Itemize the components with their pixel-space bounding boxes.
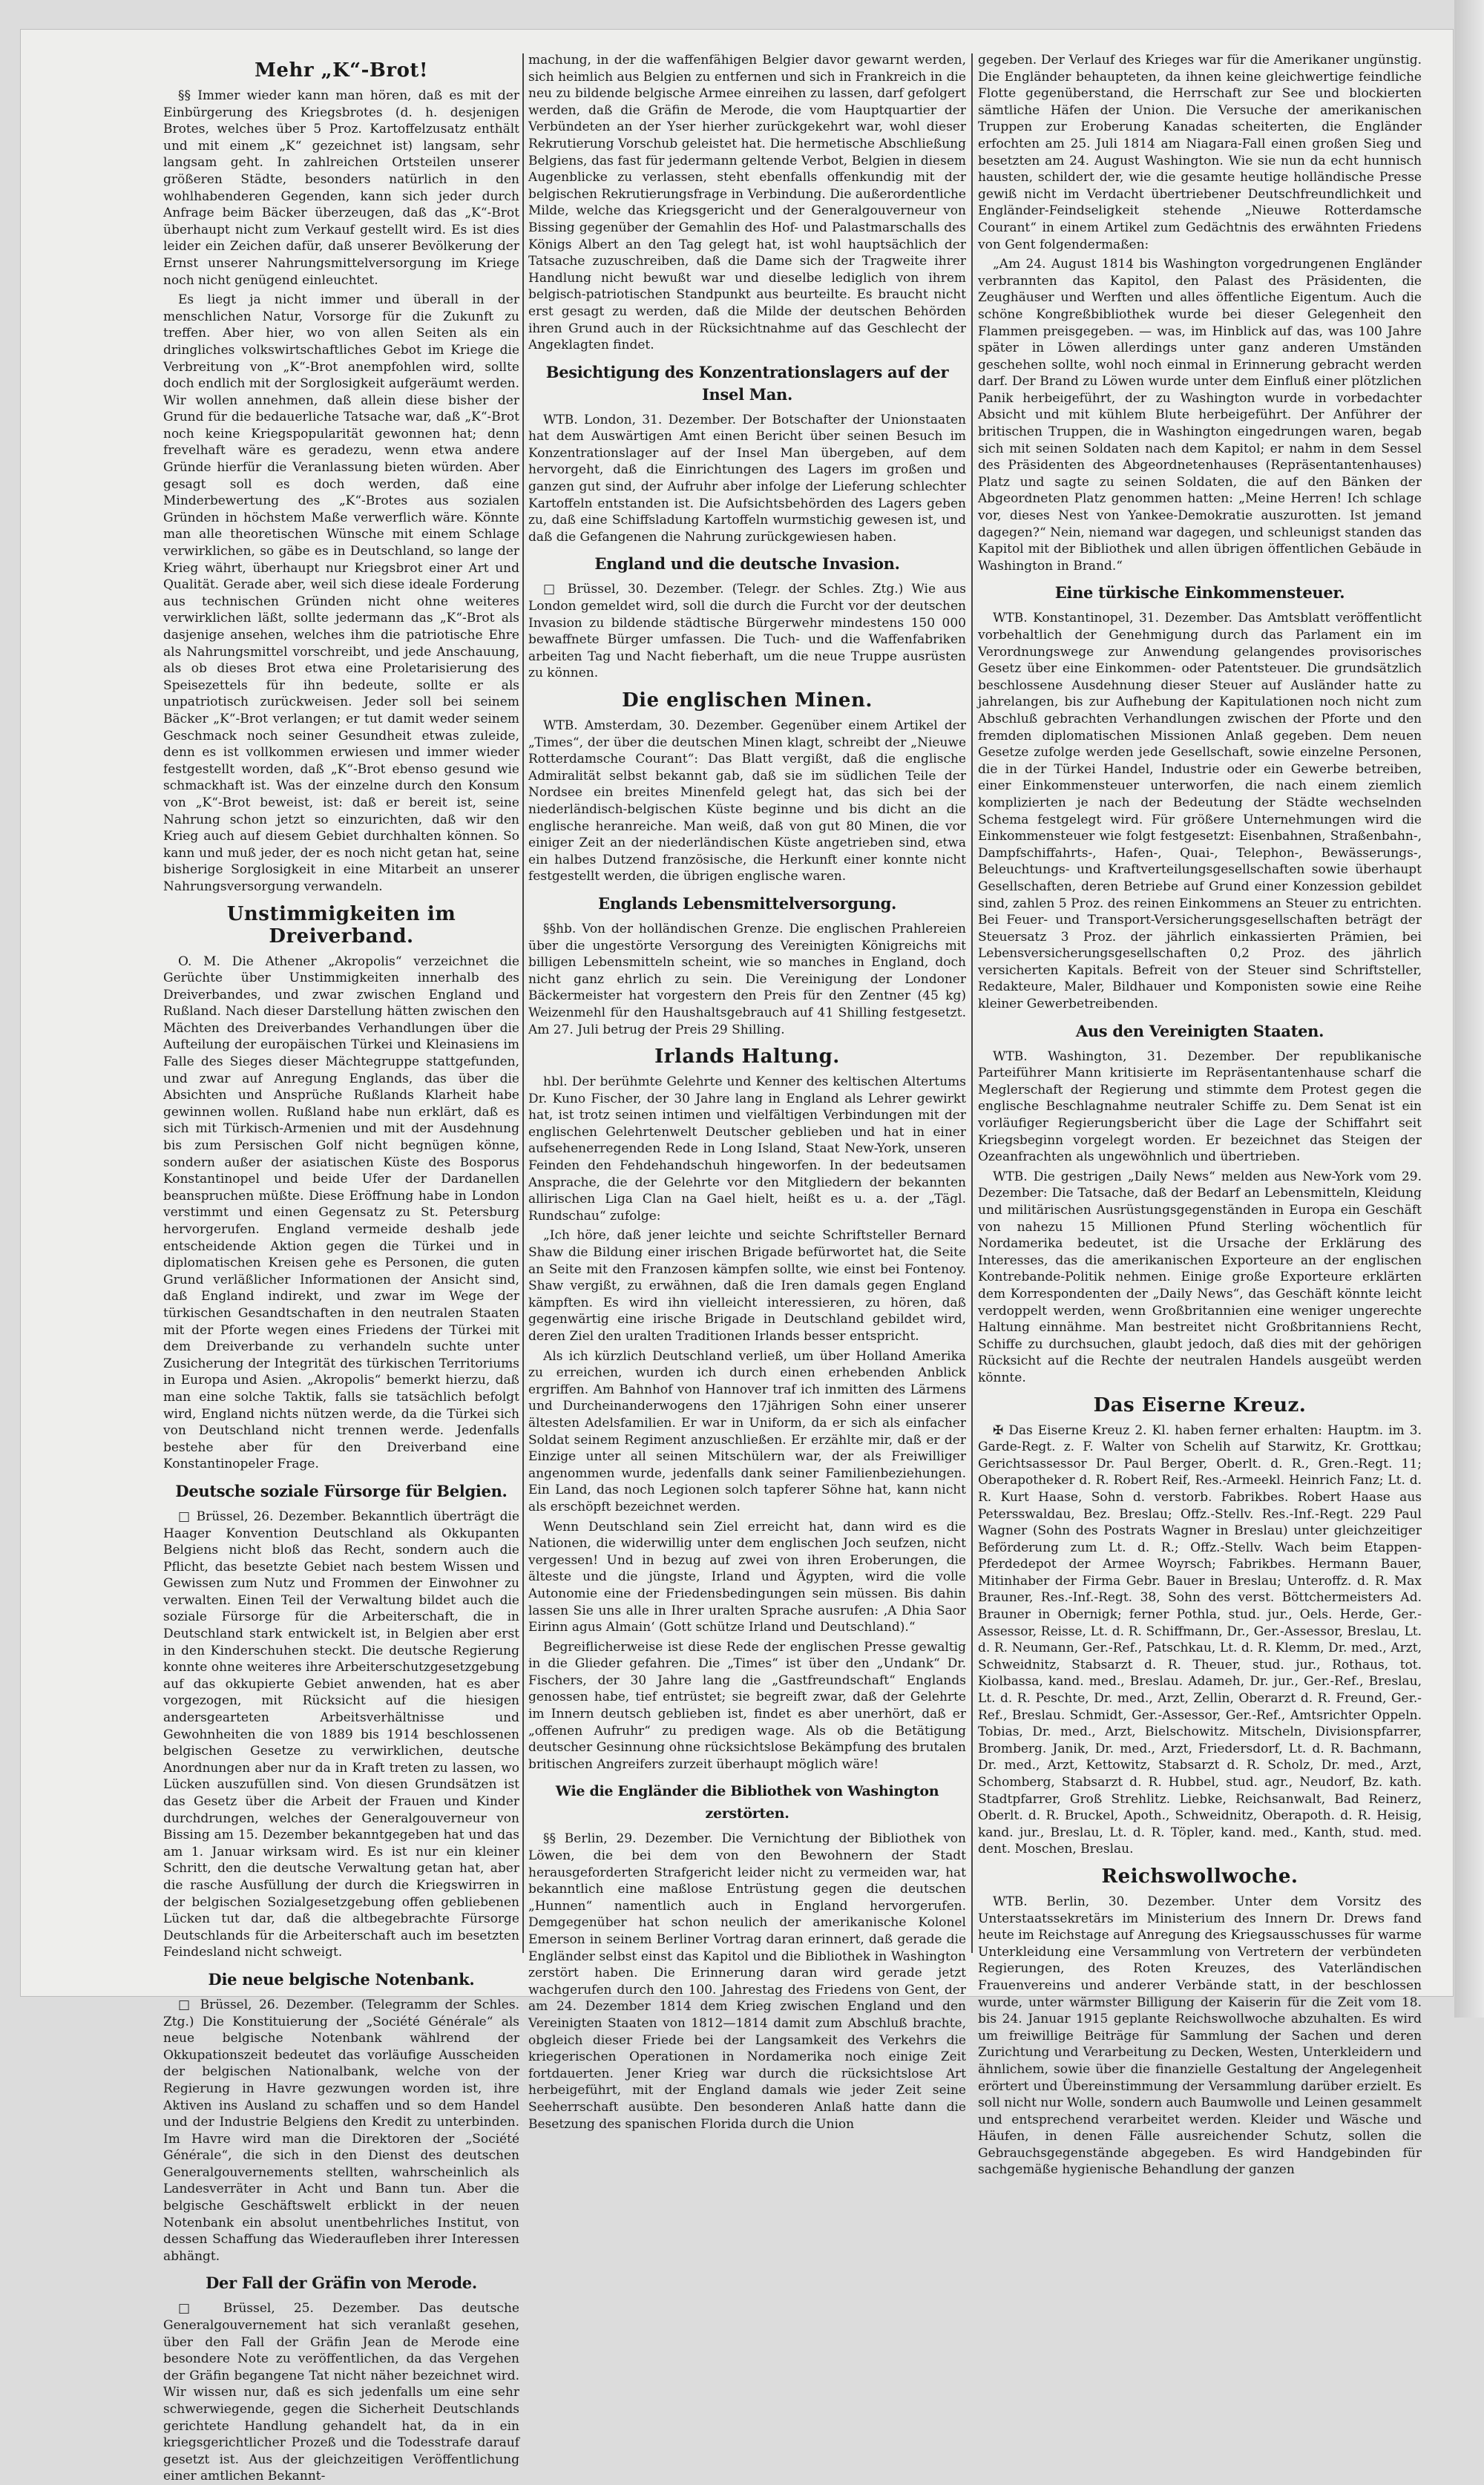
column-1 — [163, 52, 519, 2484]
article-headline-lebensmittel: Englands Lebensmittelversorgung. — [598, 893, 896, 913]
article-paragraph: □ Brüssel, 25. Dezember. Das deutsche Generalgouvernement hat sich veranlaßt gesehen, über den Fall der Gräfin Jean de Merode eine besondere Note zu veröffentlichen, da das Vergehen der Gräfin begangene Tat nicht näher bezeichnet wird. Wir wissen nur, daß es sich jedenfalls um eine sehr schwerwiegende, gegen die Sicherheit Deutschlands gerichtete Handlung gehandelt hat, da in ein kriegsgerichtlicher Prozeß und die Todesstrafe darauf gesetzt ist. Aus der gleichzeitigen Veröffentlichung einer amtlichen Bekannt- — [163, 2301, 519, 2484]
article-continuation: machung, in der die waffenfähigen Belgier davor gewarnt werden, sich heimlich aus Belgien zu entfernen und sich in Frankreich in die neu zu bildende belgische Armee einreihen zu lassen, darf gefolgert werden, daß die Gräfin de Merode, die vom Hauptquartier der Verbündeten an der Yser hierher zurückgekehrt war, wohl dieser Rekrutierung Vorschub geleistet hat. Die hermetische Abschließung Belgiens, das fast für jedermann geltende Verbot, Belgien in diesem Augenblicke zu verlassen, steht ebenfalls offenkundig mit der belgischen Rekrutierungsfrage in Verbindung. Die außerordentliche Milde, welche das Kriegsgericht und der Generalgouverneur von Bissing gegenüber der Gemahlin des Hof- und Palastmarschalls des Königs Albert an den Tag gelegt hat, ist wohl hauptsächlich der Tatsache zuzuschreiben, daß die Dame sich der Tragweite ihrer Handlung nicht bewußt war und dieselbe lediglich von ihrem belgisch-patriotischen Standpunkt aus beurteilte. Es braucht nicht erst gesagt zu werden, daß die Milde der deutschen Behörden ihren Grund auch in der Rücksichtnahme auf das Geschlecht der Angeklagten findet. — [528, 53, 966, 353]
article-paragraph: Begreiflicherweise ist diese Rede der englischen Presse gewaltig in die Glieder gefahren. Die „Times“ ist über den „Undank“ Dr. Fischers, der 30 Jahre lang die „Gastfreundschaft“ Englands genossen habe, tief entrüstet; sie begreift zwar, daß der Gelehrte im Innern deutsch geblieben ist, findet es aber unerhört, daß er „offenen Aufruhr“ zu predigen wage. Als ob die Betätigung deutscher Gesinnung ohne rücksichtslose Bekämpfung des brutalen britischen Angreifers zurzeit überhaupt möglich wäre! — [528, 1639, 966, 1772]
article-paragraph: □ Brüssel, 26. Dezember. Bekanntlich überträgt die Haager Konvention Deutschland als Okkupanten Belgiens nicht bloß das Recht, sondern auch die Pflicht, das besetzte Gebiet nach bestem Wissen und Gewissen zum Nutz und Frommen der Einwohner zu verwalten. Einen Teil der Verwaltung bildet auch die soziale Fürsorge für die Arbeiterschaft, die in Deutschland stark entwickelt ist, in Belgien aber erst in den Kinderschuhen steckt. Die deutsche Regierung konnte ohne weiteres ihre Arbeiterschutzgesetzgebung auf das okkupierte Gebiet anwenden, hat es aber vorgezogen, mit Rücksicht auf die hiesigen andersgearteten Arbeitsverhältnisse und Gewohnheiten die von 1889 bis 1914 beschlossenen belgischen Gesetze zu verwirklichen, deutsche Anordnungen aber nur da in Kraft treten zu lassen, wo Lücken auszufüllen sind. Von diesen Grundsätzen ist das Gesetz über die Arbeit der Frauen und Kinder durchdrungen, welches der Generalgouverneur von Bissing am 15. Dezember bekanntgegeben hat und das am 1. Januar wirksam wird. Es ist nur ein kleiner Schritt, den die deutsche Verwaltung getan hat, aber die rasche Ausfüllung der durch die Kriegswirren in der belgischen Sozialgesetzgebung offen gebliebenen Lücken tut dar, daß die altbegebrachte Fürsorge Deutschlands für die Arbeiterschaft auch im besetzten Feindesland nicht schweigt. — [163, 1509, 519, 1960]
article-paragraph: §§ Immer wieder kann man hören, daß es mit der Einbürgerung des Kriegsbrotes (d. h. desjenigen Brotes, welches über 5 Proz. Kartoffelzusatz enthält und mit einem „K“ gezeichnet ist) langsam, sehr langsam geht. In zahlreichen Ortsteilen unserer größeren Städte, besonders natürlich in den wohlhabenderen Gegenden, kann sich jeder durch Anfrage beim Bäcker überzeugen, daß das „K“-Brot überhaupt nicht zum Verkauf gestellt wird. Es ist dies leider ein Zeichen dafür, daß unserer Bevölkerung der Ernst unserer Nahrungsmittelversorgung im Kriege noch nicht genügend einleuchtet. — [163, 88, 519, 288]
article-paragraph: „Am 24. August 1814 bis Washington vorgedrungenen Engländer verbrannten das Kapitol, den Palast des Präsidenten, die Zeughäuser und Werften und alles öffentliche Eigentum. Auch die schöne Kongreßbibliothek wurde bei dieser Gelegenheit den Flammen preisgegeben. — was, im Hinblick auf das, was 100 Jahre später in Löwen allerdings unter ganz anderen Umständen geschehen sollte, wohl noch einmal in Erinnerung gebracht werden darf. Der Brand zu Löwen wurde unter dem Einfluß einer plötzlichen Panik herbeigeführt, der zu Washington wurde in vorbedachter Absicht und mit kühlem Blute herbeigeführt. Der Anführer der britischen Truppen, die in Washington eingedrungen waren, begab sich mit seinen Soldaten nach dem Kapitol; er nahm in dem Sessel des Präsidenten des Abgeordnetenhauses (Repräsentantenhauses) Platz und sagte zu seinen Soldaten, die auf den Bänken der Abgeordneten Platz genommen hatten: „Meine Herren! Ich schlage vor, dieses Nest von Yankee-Demokratie auszurotten. Ist jemand dagegen?“ Nein, niemand war dagegen, und schleunigst standen das Kapitol mit der Bibliothek und allen übrigen öffentlichen Gebäude in Washington in Brand.“ — [978, 257, 1422, 574]
column-3 — [978, 52, 1422, 2178]
article-paragraph: WTB. London, 31. Dezember. Der Botschafter der Unionstaaten hat dem Auswärtigen Amt einen Bericht über seinen Besuch im Konzentrationslager auf der Insel Man übergeben, auf dem hervorgeht, daß die Einrichtungen des Lagers im großen und ganzen gut sind, der Aufruhr aber infolge der Lieferung schlechter Kartoffeln entstanden ist. Die Aufsichtsbehörden des Lagers geben zu, daß eine Schiffsladung Kartoffeln wurmstichig gewesen ist, und daß die Gefangenen die Nahrung zurückgewiesen haben. — [528, 412, 966, 545]
article-headline-k-brot: Mehr „K“-Brot! — [255, 59, 428, 82]
article-headline-notenbank: Die neue belgische Notenbank. — [208, 1969, 475, 1989]
article-paragraph: WTB. Amsterdam, 30. Dezember. Gegenüber einem Artikel der „Times“, der über die deutschen Minen klagt, schreibt der „Nieuwe Rotterdamsche Courant“: Das Blatt vergißt, daß die englische Admiralität selbst bekannt gab, daß sie im südlichen Teile der Nordsee ein breites Minenfeld gelegt hat, das sich bei der niederländisch-belgischen Küste beginne und bis dicht an die englische heranreiche. Man weiß, daß von gut 80 Minen, die vor einiger Zeit an der niederländischen Küste angetrieben sind, etwa ein halbes Dutzend französische, die Herkunft einer konnte nicht festgestellt werden, die übrigen englische waren. — [528, 718, 966, 884]
article-paragraph: O. M. Die Athener „Akropolis“ verzeichnet die Gerüchte über Unstimmigkeiten innerhalb des Dreiverbandes, und zwar zwischen England und Rußland. Nach dieser Darstellung hätten zwischen den Mächten des Dreiverbandes Verhandlungen über die Aufteilung der europäischen Türkei und Kleinasiens im Falle des Sieges dieser Mächtegruppe stattgefunden, und zwar auf Anregung Englands, das über die Absichten und Ansprüche Rußlands Klarheit habe gewinnen wollen. Rußland habe nun erklärt, daß es sich mit Türkisch-Armenien und mit der Ausdehnung bis zum Persischen Golf nicht begnügen könne, sondern außer der asiatischen Küste des Bosporus Konstantinopel und beide Ufer der Dardanellen beanspruchen müßte. Diese Eröffnung habe in London verstimmt und einen Gegensatz zu St. Petersburg hervorgerufen. England vermeide deshalb jede entscheidende Aktion gegen die Türkei und in diplomatischen Kreisen gehe es Personen, die guten Grund verläßlicher Informationen der Ansicht sind, daß England indirekt, und zwar im Wege der türkischen Gesandtschaften in den neutralen Staaten mit der Pforte wegen eines Friedens der Türkei mit dem Dreiverbande zu verhandeln suchte unter Zusicherung der Integrität des türkischen Territoriums in Europa und Asien. „Akropolis“ bemerkt hierzu, daß man eine solche Taktik, falls sie tatsächlich befolgt wird, England nichts nützen werde, da die Türkei sich von Deutschland nicht trennen werde. Jedenfalls bestehe aber für den Dreiverband eine Konstantinopeler Frage. — [163, 953, 519, 1472]
article-headline-belgien: Deutsche soziale Fürsorge für Belgien. — [175, 1481, 508, 1500]
article-headline-invasion: England und die deutsche Invasion. — [594, 554, 900, 574]
article-paragraph: WTB. Die gestrigen „Daily News“ melden aus New-York vom 29. Dezember: Die Tatsache, daß der Bedarf an Lebensmitteln, Kleidung und militärischen Ausrüstungsgegenständen in Europa ein Geschäft von nahezu 15 Millionen Pfund Sterling wöchentlich für Nordamerika bedeutet, ist die Ursache der Erklärung des Interesses, das die amerikanischen Exporteure an der englischen Kontrebande-Politik nehmen. Einige große Exporteure erklärten dem Korrespondenten der „Daily News“, das Geschäft könnte leicht verdoppelt werden, wenn Großbritannien eine weniger ungerechte Haltung einnähme. Man bestreitet nicht Großbritanniens Recht, Schiffe zu durchsuchen, glaubt jedoch, daß dies mit der gehörigen Rücksicht auf die Rechte der neutralen Handels ausgeübt werden könnte. — [978, 1169, 1422, 1385]
article-continuation: gegeben. Der Verlauf des Krieges war für die Amerikaner ungünstig. Die Engländer behaupteten, da ihnen keine gleichwertige feindliche Flotte gegenüberstand, die Herrschaft zur See und blockierten sämtliche Häfen der Union. Die Versuche der amerikanischen Truppen zur Eroberung Kanadas scheiterten, die Engländer erfochten am 25. Juli 1814 am Niagara-Fall einen großen Sieg und besetzten am 24. August Washington. Wie sie nun da echt hunnisch hausten, schildert der, wie die gesamte heutige holländische Presse gewiß nicht im Verdacht übertriebener Deutschfreundlichkeit und Engländer-Feindseligkeit stehende „Nieuwe Rotterdamsche Courant“ in einem Artikel zum Gedächtnis des erwähnten Friedens von Gent folgendermaßen: — [978, 53, 1422, 252]
article-headline-merode: Der Fall der Gräfin von Merode. — [206, 2274, 477, 2293]
article-paragraph: Wenn Deutschland sein Ziel erreicht hat, dann wird es die Nationen, die widerwillig unter dem englischen Joch seufzen, nicht vergessen! Und in bezug auf zwei von ihren Eroberungen, die älteste und die jüngste, Irland und Ägypten, wird die volle Autonomie eine der Friedensbedingungen sein müssen. Bis dahin lassen Sie uns alle in Ihrer uralten Sprache ausrufen: ‚A Dhia Saor Eirinn agus Almain‘ (Gott schütze Irland und Deutschland).“ — [528, 1519, 966, 1635]
article-paragraph: Es liegt ja nicht immer und überall in der menschlichen Natur, Vorsorge für die Zukunft zu treffen. Aber hier, wo von allen Seiten als ein dringliches volkswirtschaftliches Gebot im Kriege die Verbreitung von „K“-Brot anempfohlen wird, sollte doch endlich mit der Sorglosigkeit aufgeräumt werden. Wir wollen annehmen, daß allein diese bisher der Grund für die bedauerliche Tatsache war, daß „K“-Brot noch keine Kriegspopularität gewonnen hat; denn frevelhaft wäre es geradezu, wenn etwa andere Gründe hierfür die Veranlassung bieten würden. Aber gesagt soll es doch werden, daß eine Minderbewertung des „K“-Brotes aus sozialen Gründen in höchstem Maße verwerflich wäre. Könnte man alle theoretischen Wünsche mit einem Schlage verwirklichen, so gäbe es in Deutschland, so lange der Krieg währt, überhaupt nur Kriegsbrot einer Art und Qualität. Gerade aber, weil sich diese ideale Forderung aus technischen Gründen nicht ohne weiteres verwirklichen läßt, sollte jedermann das „K“-Brot als dasjenige ansehen, welches ihm die patriotische Ehre als Nahrungsmittel vorschreibt, und jede Anschauung, als ob dieses Brot etwa eine Proletarisierung des Speisezettels für ihn bedeute, sollte er als unpatriotisch zurückweisen. Jeder soll bei seinem Bäcker „K“-Brot verlangen; er tut damit weder seinem Geschmack noch seiner Gesundheit etwas zuleide, denn es ist vollkommen erwiesen und immer wieder festgestellt worden, daß „K“-Brot ebenso gesund wie schmackhaft ist. Was der einzelne durch den Konsum von „K“-Brot beweist, ist: daß er bereit ist, seine Nahrung schon jetzt so einzurichten, daß wir den Krieg auch auf diesem Gebiet durchhalten können. So kann und muß jeder, der es noch nicht getan hat, seine bisherige Sorglosigkeit in eine Mitarbeit an unserer Nahrungsversorgung verwandeln. — [163, 292, 519, 894]
article-paragraph: §§hb. Von der holländischen Grenze. Die englischen Prahlereien über die ungestörte Versorgung des Vereinigten Königreichs mit billigen Lebensmitteln scheint, wie so manches in England, doch nicht ganz ehrlich zu sein. Die Vereinigung der Londoner Bäckermeister hat vorgestern den Preis für den Zentner (45 kg) Weizenmehl für den Haushaltsgebrauch auf 41 Shilling festgesetzt. Am 27. Juli betrug der Preis 29 Shilling. — [528, 921, 966, 1037]
article-headline-vereinigte-staaten: Aus den Vereinigten Staaten. — [1075, 1021, 1324, 1040]
article-headline-dreiverband: Unstimmigkeiten im Dreiverband. — [226, 902, 456, 948]
article-headline-reichswollwoche: Reichswollwoche. — [1101, 1865, 1298, 1888]
article-headline-insel-man: Besichtigung des Konzentrationslagers auf der Insel Man. — [545, 362, 949, 404]
column-rule-right — [971, 53, 973, 1953]
article-paragraph: hbl. Der berühmte Gelehrte und Kenner des keltischen Altertums Dr. Kuno Fischer, der 30 Jahre lang in England als Lehrer gewirkt hat, ist trotz seinen intimen und vielfältigen Verbindungen mit der englischen Gelehrtenwelt Deutscher geblieben und hat in einer aufsehenerregenden Rede in Long Island, Staat New-York, unseren Feinden den Fehdehandschuh hingeworfen. In der bedeutsamen Ansprache, die der Gelehrte vor den Mitgliedern der bekannten allirischen Liga Clan na Gael hielt, heißt es u. a. der „Tägl. Rundschau“ zufolge: — [528, 1074, 966, 1224]
article-paragraph: WTB. Berlin, 30. Dezember. Unter dem Vorsitz des Unterstaatssekretärs im Ministerium des Innern Dr. Drews fand heute im Reichstage auf Anregung des Kriegsausschusses für warme Unterkleidung eine Versammlung von Vertretern der verbündeten Regierungen, des Roten Kreuzes, des Vaterländischen Frauenvereins und anderer Verbände statt, in der beschlossen wurde, unter wärmster Billigung der Kaiserin für die Zeit vom 18. bis 24. Januar 1915 geplante Reichswollwoche abzuhalten. Es wird um freiwillige Beiträge für Sammlung der Sachen und deren Zurichtung und Verarbeitung zu Decken, Westen, Unterkleidern und ähnlichem, sowie über die finanzielle Gestaltung der Angelegenheit erörtert und Übereinstimmung der Versammlung darüber erzielt. Es soll nicht nur Wolle, sondern auch Baumwolle und Leinen gesammelt und entsprechend verarbeitet werden. Kleider und Wäsche und Häufen, in denen Fälle ausreichender Schutz, sollen die Gebrauchsgegenstände abgegeben. Es wird Handgebinden für sachgemäße hygienische Behandlung der ganzen — [978, 1894, 1422, 2178]
article-paragraph: „Ich höre, daß jener leichte und seichte Schriftsteller Bernard Shaw die Bildung einer irischen Brigade befürwortet hat, die Seite an Seite mit den Franzosen kämpfen sollte, wie einst bei Fontenoy. Shaw vergißt, zu erwähnen, daß die Iren damals gegen England kämpften. Es wird ihn vielleicht interessieren, zu hören, daß gegenwärtig eine irische Brigade in Deutschland gebildet wird, deren Ziel den uralten Traditionen Irlands besser entspricht. — [528, 1228, 966, 1344]
column-2 — [528, 52, 966, 2132]
article-paragraph: ✠ Das Eiserne Kreuz 2. Kl. haben ferner erhalten: Hauptm. im 3. Garde-Regt. z. F. Walter von Schelih auf Starwitz, Kr. Grottkau; Gerichtsassessor Dr. Paul Berger, Oberlt. d. R., Gren.-Regt. 11; Oberapotheker d. R. Robert Reif, Res.-Armeekl. Heinrich Fanz; Lt. d. R. Kurt Haase, Sohn d. verstorb. Fabrikbes. Robert Haase aus Petersswaldau, Bez. Breslau; Offz.-Stellv. Res.-Inf.-Regt. 229 Paul Wagner (Sohn des Postrats Wagner in Breslau) unter gleichzeitiger Beförderung zum Lt. d. R.; Offz.-Stellv. Wach beim Etappen-Pferdedepot der Armee Woyrsch; Fabrikbes. Hermann Bauer, Mitinhaber der Firma Gebr. Bauer in Breslau; Unteroffz. d. R. Max Brauner, Res.-Inf.-Regt. 38, Sohn des verst. Böttchermeisters Ad. Brauner in Obernigk; ferner Pothla, stud. jur., Oels. Herde, Ger.-Assessor, Reisse, Lt. d. R. Schiffmann, Dr., Ger.-Assessor, Breslau, Lt. d. R. Neumann, Ger.-Ref., Patschkau, Lt. d. R. Klemm, Dr. med., Arzt, Schweidnitz, Stabsarzt d. R. Theuer, stud. jur., Rothaus, tot. Kiolbassa, kand. med., Breslau. Adameh, Dr. jur., Ger.-Ref., Breslau, Lt. d. R. Peschte, Dr. med., Arzt, Zellin, Oberarzt d. R. Freund, Ger.-Ref., Breslau. Schmidt, Ger.-Assessor, Ger.-Ref., Amtsrichter Oppeln. Tobias, Dr. med., Arzt, Bielschowitz. Mitscheln, Divisionspfarrer, Bromberg. Janik, Dr. med., Arzt, Friedersdorf, Lt. d. R. Bachmann, Dr. med., Arzt, Kettowitz, Stabsarzt d. R. Scholz, Dr. med., Arzt, Schomberg, Stabsarzt d. R. Hubbel, stud. agr., Neudorf, Bz. kath. Stadtpfarrer, Groß Strehlitz. Liebke, Reichsanwalt, Bad Reinerz, Oberlt. d. R. Bruckel, Apoth., Schweidnitz, Oberapoth. d. R. Heisig, kand. jur., Breslau, Lt. d. R. Töpler, kand. med., Kanth, stud. med. dent. Moschen, Breslau. — [978, 1422, 1422, 1857]
article-paragraph: §§ Berlin, 29. Dezember. Die Vernichtung der Bibliothek von Löwen, die bei dem von den Bewohnern der Stadt herausgeforderten Strafgericht leider nicht zu vermeiden war, hat bekanntlich eine maßlose Entrüstung gegen die deutschen „Hunnen“ namentlich auch in England hervorgerufen. Demgegenüber hat schon neulich der amerikanische Kolonel Emerson in seinem Berliner Vortrag daran erinnert, daß gerade die Engländer selbst einst das Kapitol und die Bibliothek in Washington zerstört haben. Die Erinnerung daran wird gerade jetzt wachgerufen durch den 100. Jahrestag des Friedens von Gent, der am 24. Dezember 1814 dem Krieg zwischen England und den Vereinigten Staaten von 1812—1814 damit zum Abschluß brachte, obgleich dieser Friede bei der Langsamkeit des Verkehrs die kriegerischen Operationen in Nordamerika noch einige Zeit fortdauerten. Jener Krieg war durch die rücksichtslose Art herbeigeführt, mit der England damals wie jeder Zeit seine Seeherrschaft ausübte. Den besonderen Anlaß hatte dann die Besetzung des spanischen Florida durch die Union — [528, 1831, 966, 2132]
article-headline-minen: Die englischen Minen. — [622, 689, 873, 712]
article-paragraph: WTB. Konstantinopel, 31. Dezember. Das Amtsblatt veröffentlicht vorbehaltlich der Genehmigung durch das Parlament ein im Verordnungswege zur Anwendung gelangendes provisorisches Gesetz über eine Einkommen- oder Patentsteuer. Die grundsätzlich beschlossene Ausdehnung dieser Steuer auf Ausländer hatte zu jahrelangen, bis zur Aufhebung der Kapitulationen noch nicht zum Abschluß gebrachten Verhandlungen zwischen der Pforte und den fremden diplomatischen Missionen Anlaß gegeben. Dem neuen Gesetze zufolge werden jede Gesellschaft, sowie einzelne Personen, die in der Türkei Handel, Industrie oder ein Gewerbe betreiben, einer Einkommensteuer unterworfen, die nach einem ziemlich komplizierten je nach der Bedeutung der Städte wechselnden Schema festgelegt wird. Für größere Unternehmungen wird die Einkommensteuer wie folgt festgesetzt: Eisenbahnen, Straßenbahn-, Dampfschiffahrts-, Hafen-, Quai-, Telephon-, Bewässerungs-, Beleuchtungs- und Kraftverteilungsgesellschaften sowie überhaupt Gesellschaften, deren Betriebe auf Grund einer Konzession gebildet sind, zahlen 5 Proz. des reinen Einkommens an Steuer zu entrichten. Bei Feuer- und Transport-Versicherungsgesellschaften beträgt der Steuersatz 3 Proz. der jährlich einkassierten Prämien, bei Lebensversicherungsgesellschaften 0,2 Proz. des jährlich versicherten Kapitals. Befreit von der Steuer sind Schriftsteller, Redakteure, Maler, Bildhauer und Komponisten sowie eine Reihe kleiner Gewerbetreibenden. — [978, 611, 1422, 1012]
article-paragraph: Als ich kürzlich Deutschland verließ, um über Holland Amerika zu erreichen, wurden ich durch einen erhebenden Anblick ergriffen. Am Bahnhof von Hannover traf ich inmitten des Lärmens und Durcheinanderwogens den 17jährigen Sohn einer unserer ältesten Adelsfamilien. Er war in Uniform, da er sich als einfacher Soldat seinem Regiment anzuschließen. Er erzählte mir, daß er der Einzige unter all seinen Mitschülern war, der als Freiwilliger angenommen wurde, jedenfalls dank seiner Familienbeziehungen. Ein Land, das noch Legionen solch tapferer Söhne hat, kann nicht als erschöpft bezeichnet werden. — [528, 1348, 966, 1514]
article-paragraph: □ Brüssel, 26. Dezember. (Telegramm der Schles. Ztg.) Die Konstituierung der „Société Générale“ als neue belgische Notenbank wählrend der Okkupationszeit bedeutet das vorläufige Ausscheiden der belgischen Nationalbank, welche von der Regierung in Havre gezwungen worden ist, ihre Aktiven ins Ausland zu schaffen und so dem Handel und der Industrie Belgiens den Kredit zu unterbinden. Im Havre wird man die Direktoren der „Société Générale“, die sich in den Dienst des deutschen Generalgouvernements stellten, wahrscheinlich als Landesverräter in Acht und Bann tun. Aber die belgische Geschäftswelt erblickt in der neuen Notenbank ein absolut unentbehrliches Institut, von dessen Schaffung das Wiederaufleben ihrer Interessen abhängt. — [163, 1997, 519, 2264]
column-rule-left — [522, 53, 524, 1953]
article-paragraph: □ Brüssel, 30. Dezember. (Telegr. der Schles. Ztg.) Wie aus London gemeldet wird, soll die durch die Furcht vor der deutschen Invasion zu bildende städtische Bürgerwehr mindestens 150 000 bewaffnete Bürger umfassen. Die Tuch- und die Waffenfabriken arbeiten Tag und Nacht fieberhaft, um die neue Truppe ausrüsten zu können. — [528, 582, 966, 681]
article-headline-irland: Irlands Haltung. — [654, 1045, 840, 1068]
article-headline-einkommensteuer: Eine türkische Einkommensteuer. — [1054, 583, 1345, 603]
article-paragraph: WTB. Washington, 31. Dezember. Der republikanische Parteiführer Mann kritisierte im Repräsentantenhause scharf die Meglerschaft der Regierung und stimmte dem Protest gegen die englische Beschlagnahme neutraler Schiffe zu. Dem Senat ist ein vorläufiger Regierungsbericht über die Lage der Schiffahrt seit Kriegsbeginn vorgelegt worden. Er bezeichnet das Steigen der Ozeanfrachten als ungewöhnlich und übertrieben. — [978, 1048, 1422, 1165]
article-headline-washington: Wie die Engländer die Bibliothek von Washington zerstörten. — [555, 1783, 939, 1822]
page-edge — [1454, 0, 1484, 2018]
article-headline-eisernes-kreuz: Das Eiserne Kreuz. — [1093, 1393, 1307, 1417]
